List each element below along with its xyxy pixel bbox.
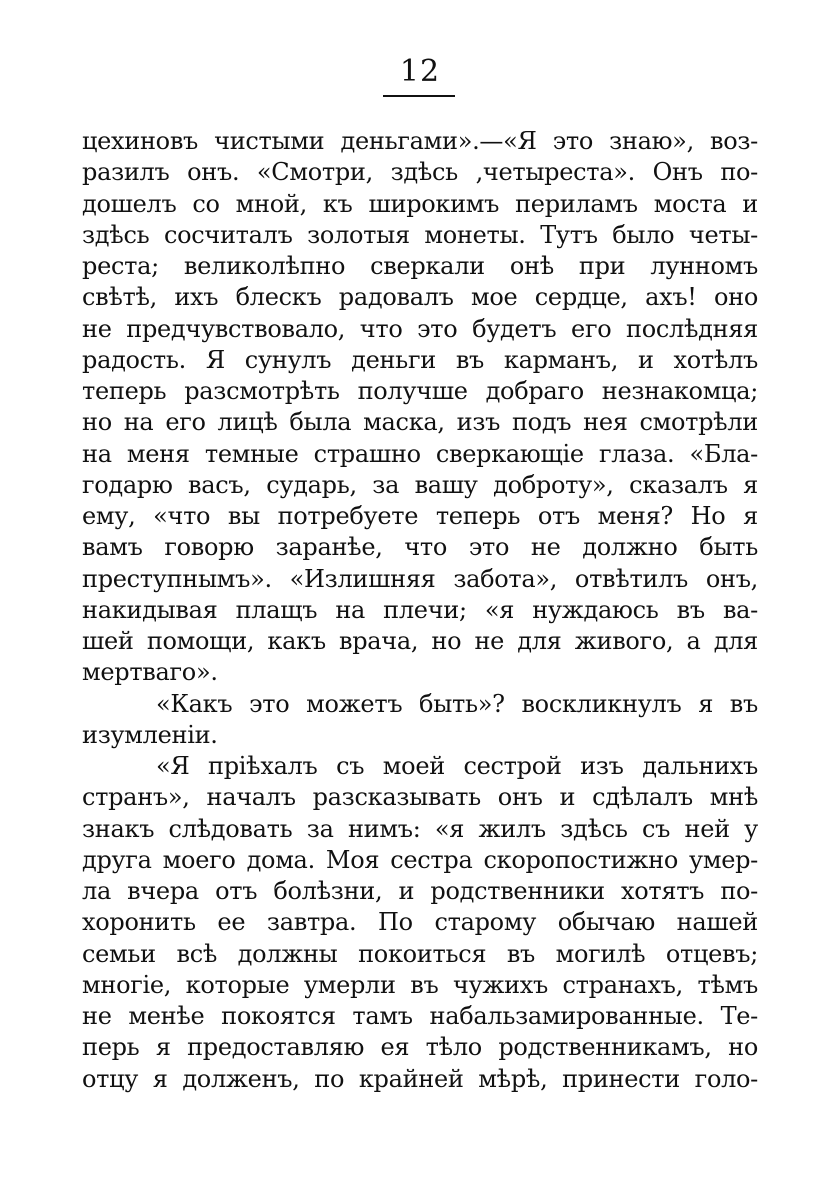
- text-line: перь я предоставляю ея тѣло родственникамъ, но: [82, 1033, 758, 1062]
- text-line: ла вчера отъ болѣзни, и родственники хотятъ по-: [82, 877, 758, 905]
- text-line: ему, «что вы потребуете теперь отъ меня? Но я: [82, 502, 758, 530]
- text-line: знакъ слѣдовать за нимъ: «я жилъ здѣсь съ ней у: [82, 814, 758, 843]
- text-line: отцу я долженъ, по крайней мѣрѣ, принести голо-: [82, 1064, 758, 1093]
- body-text: [82, 126, 758, 1095]
- text-line: странъ», началъ разсказывать онъ и сдѣлалъ мнѣ: [82, 783, 758, 812]
- text-line: реста; великолѣпно сверкали онѣ при лунномъ: [82, 252, 758, 280]
- text-line: теперь разсмотрѣть получше добраго незнакомца;: [82, 377, 758, 405]
- text-line: дошелъ со мной, къ широкимъ периламъ моста и: [82, 189, 758, 218]
- text-line: на меня темные страшно сверкающіе глаза. «Бла-: [82, 439, 758, 468]
- text-line: накидывая плащъ на плечи; «я нуждаюсь въ ва-: [82, 595, 758, 624]
- text-line: друга моего дома. Моя сестра скоропостижно умер-: [82, 845, 758, 874]
- text-line: шей помощи, какъ врача, но не для живого, а для: [82, 627, 758, 655]
- text-line: здѣсь сосчиталъ золотыя монеты. Тутъ было четы-: [82, 220, 758, 249]
- text-line: изумленіи.: [82, 720, 218, 749]
- text-line: семьи всѣ должны покоиться въ могилѣ отцевъ;: [82, 939, 758, 968]
- text-line: разилъ онъ. «Смотри, здѣсь ,четыреста». Онъ по-: [82, 158, 758, 187]
- text-line: цехиновъ чистыми деньгами».—«Я это знаю», воз-: [82, 127, 758, 155]
- text-line: вамъ говорю заранѣе, что это не должно быть: [82, 533, 758, 562]
- text-line: годарю васъ, сударь, за вашу доброту», сказалъ я: [82, 470, 758, 499]
- text-line: мертваго».: [82, 658, 218, 687]
- text-line: хоронить ее завтра. По старому обычаю нашей: [82, 908, 758, 937]
- text-line: «Я пріѣхалъ съ моей сестрой изъ дальнихъ: [156, 752, 758, 780]
- text-line: многіе, которые умерли въ чужихъ странахъ, тѣмъ: [82, 970, 758, 999]
- text-line: преступнымъ». «Излишняя забота», отвѣтилъ онъ,: [82, 564, 758, 593]
- page-number: 12: [399, 54, 441, 89]
- text-line: «Какъ это можетъ быть»? воскликнулъ я въ: [156, 689, 758, 718]
- page-number-rule: [383, 95, 455, 97]
- text-line: радость. Я сунулъ деньги въ карманъ, и хотѣлъ: [82, 345, 758, 374]
- text-line: свѣтѣ, ихъ блескъ радовалъ мое сердце, ахъ! оно: [82, 283, 758, 312]
- text-line: не предчувствовало, что это будетъ его послѣдняя: [82, 314, 758, 343]
- text-line: но на его лицѣ была маска, изъ подъ нея смотрѣли: [82, 408, 758, 437]
- text-line: не менѣе покоятся тамъ набальзамированные. Те-: [82, 1002, 758, 1030]
